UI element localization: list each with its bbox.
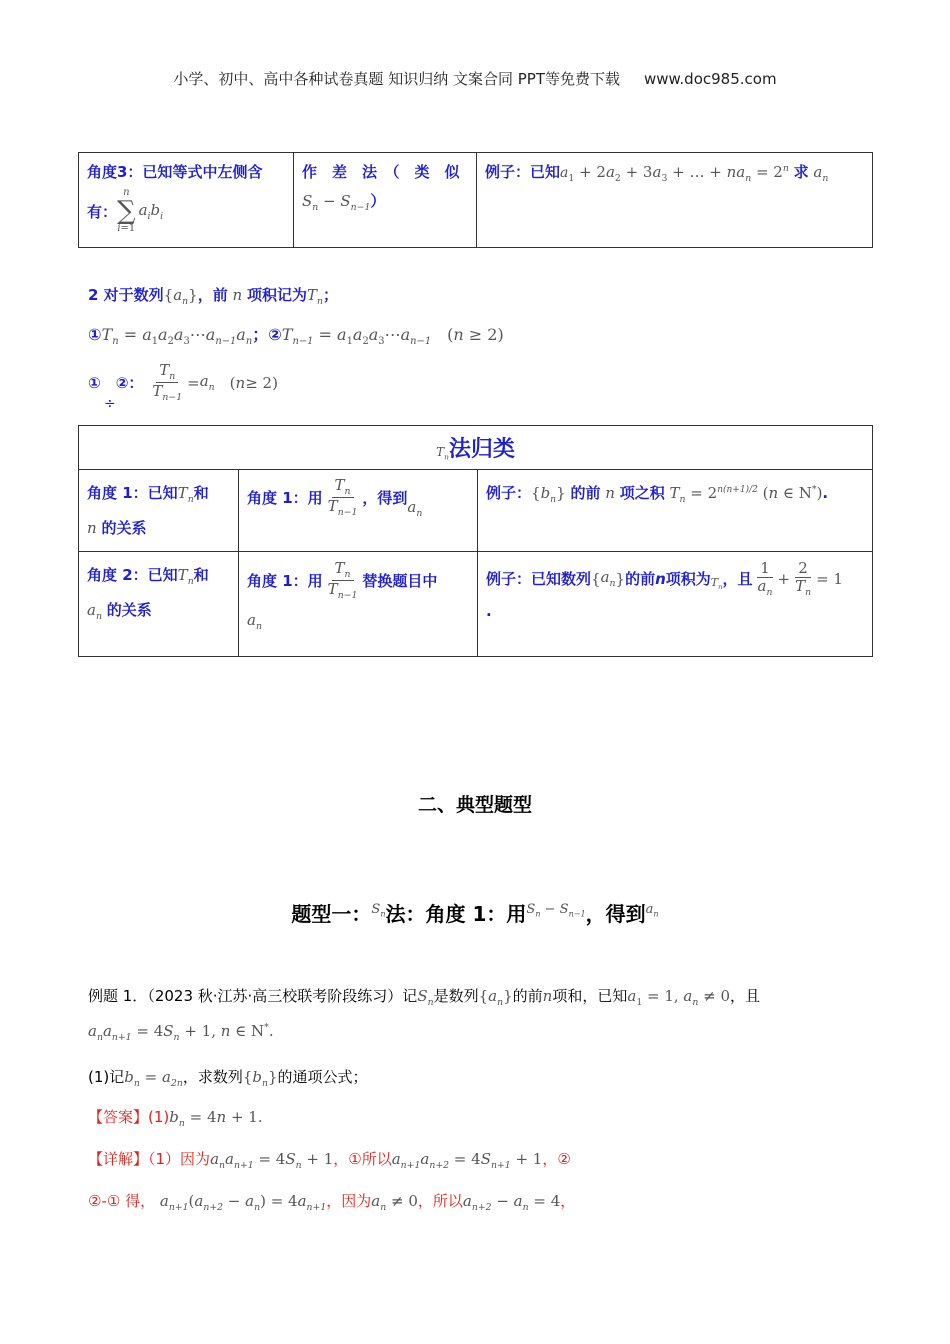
detail-b: ，①所以 bbox=[333, 1150, 392, 1168]
table1-c1-line2: 有： bbox=[87, 202, 118, 221]
detail-label: 【详解】 bbox=[88, 1150, 149, 1168]
type1-heading: 题型一：$^{S_n}$法：角度 1：用$^{S_n - S_{n-1}}$，得到$^{a_n}$ bbox=[291, 902, 659, 926]
example-1-stem-2: $a_na_{n+1} = 4S_n + 1$, n ∈ N*. bbox=[88, 1022, 274, 1043]
table1-c2-line1: 作 差 法 （ 类 似 bbox=[302, 163, 460, 181]
detail-line-2: ②-① 得， $a_{n+1}(a_{n+2} - a_n) = 4a_{n+1}$，因为$a_n \ne 0$，所以$a_{n+2} - a_n = 4$， bbox=[88, 1192, 576, 1213]
table-tn-method bbox=[78, 425, 873, 657]
example-label: 例题 1． bbox=[88, 987, 148, 1005]
detail-f: ，所以 bbox=[417, 1192, 463, 1210]
ex-t4: 项和，已知 bbox=[552, 987, 628, 1005]
answer-a: (1) bbox=[148, 1108, 170, 1126]
intro-l1b: ，前 bbox=[197, 286, 228, 304]
t2-r2c1c: 的关系 bbox=[106, 601, 152, 619]
type1-c: ，得到 bbox=[585, 902, 646, 926]
t2-r2c3d: ，且 bbox=[722, 570, 753, 589]
t2-r2c1b: 和 bbox=[193, 566, 209, 584]
table1-cell-1 bbox=[79, 153, 294, 248]
q1c: 的通项公式； bbox=[277, 1068, 368, 1086]
header-url[interactable]: www.doc985.com bbox=[643, 70, 777, 88]
table2-title: 法归类 bbox=[448, 437, 515, 462]
table2-r1c1: 角度 1：已知$T_n$和 n 的关系 bbox=[79, 470, 239, 552]
ex-t5: ，且 bbox=[730, 987, 761, 1005]
t2-r1c1b: 和 bbox=[193, 484, 209, 502]
table1-cell-3: 例子：已知$a_1 + 2a_2 + 3a_3$ + … + $na_n = 2^n$ 求 $a_n$ bbox=[477, 153, 873, 248]
section-title: 二、典型题型 bbox=[417, 794, 532, 816]
table1-c3-suffix: 求 bbox=[793, 163, 809, 181]
table2-title-cell: $T_n$法归类 bbox=[79, 426, 873, 470]
type1-a: 题型一： bbox=[291, 902, 372, 926]
example-1-stem: 例题 1．（2023 秋·江苏·高三校联考阶段练习）记$S_n$是数列$\{a_n\}$的前n项和，已知$a_1 = 1$, $a_n \ne 0$，且 bbox=[88, 987, 761, 1008]
ex-t3: 的前 bbox=[512, 987, 543, 1005]
t2-r2c3b: 的前 bbox=[625, 570, 656, 589]
answer-label: 【答案】 bbox=[88, 1108, 149, 1126]
table-angle3 bbox=[78, 152, 873, 248]
detail-a: （1）因为 bbox=[148, 1150, 211, 1168]
t2-r2c1a: 角度 2：已知 bbox=[87, 566, 178, 584]
intro-l3-label: ① ②： bbox=[88, 374, 144, 393]
intro-l2-circle: ① bbox=[88, 325, 102, 344]
table1-cell-2: 作 差 法 （ 类 似 $S_n - S_{n-1}$） bbox=[294, 153, 477, 248]
t2-r1c2b: ，得到 bbox=[362, 489, 408, 507]
table1-c2-close: ） bbox=[370, 192, 386, 210]
q1a: (1)记 bbox=[88, 1068, 125, 1086]
t2-r2c3a: 例子：已知数列 bbox=[486, 570, 592, 589]
t2-r1c1a: 角度 1：已知 bbox=[87, 484, 178, 502]
intro-l2-mid: ；② bbox=[252, 325, 282, 344]
detail-d: ②-① 得， bbox=[88, 1192, 156, 1210]
intro-line-2: $①T_n$ = $a_1a_2a_3\cdots a_{n-1}a_n$；$②T_{n-1}$ = $a_1a_2a_3\cdots a_{n-1}$ (n ≥ 2) bbox=[88, 325, 504, 348]
table2-r2c2: 角度 1：用 $\frac{T_n}{T_{n-1}}$ 替换题目中 $a_n$ bbox=[239, 552, 478, 657]
sum-formula: n ∑ i=1 $a_ib_i$ bbox=[117, 187, 164, 234]
t2-r1c3d: . bbox=[822, 484, 829, 502]
intro-l1a: 2 对于数列 bbox=[88, 286, 164, 304]
t2-r2c2b: 替换题目中 bbox=[362, 572, 438, 591]
detail-line-1: 【详解】（1）因为$a_na_{n+1} = 4S_n + 1$，①所以$a_{n+1}a_{n+2} = 4S_{n+1} + 1$，② bbox=[88, 1150, 571, 1171]
table2-r2c1: 角度 2：已知$T_n$和 $a_n$ 的关系 bbox=[79, 552, 239, 657]
type1-b: 法：角度 1：用 bbox=[385, 902, 527, 926]
t2-r2c2a: 角度 1：用 bbox=[247, 572, 323, 591]
t2-r1c1c: 的关系 bbox=[101, 519, 147, 537]
t2-r2c3e: . bbox=[486, 601, 492, 620]
question-1: (1)记$b_n = a_{2n}$，求数列$\{b_n\}$的通项公式； bbox=[88, 1068, 368, 1089]
q1b: ，求数列 bbox=[182, 1068, 243, 1086]
t2-r1c3a: 例子： bbox=[486, 484, 532, 502]
detail-g: ， bbox=[560, 1192, 576, 1210]
answer-line: 【答案】$(1)b_n = 4n + 1$. bbox=[88, 1108, 263, 1129]
ex-t2: 是数列 bbox=[433, 987, 479, 1005]
table1-c3-prefix: 例子：已知 bbox=[485, 163, 561, 181]
t2-r2c3c: 项积为 bbox=[665, 570, 711, 589]
detail-e: ，因为 bbox=[326, 1192, 372, 1210]
divide-sign: ÷ bbox=[104, 396, 116, 412]
table2-r2c3: 例子：已知数列 { $a_n$ } 的前 n 项积为 $T_n$ ，且 $\frac{1}{a_n}$ + $\frac{2}{T_n}$ = 1 . bbox=[478, 552, 873, 657]
intro-line-3: ① ②： $\frac{T_n}{T_{n-1}}$ = $a_n$ ( n ≥ 2) bbox=[88, 361, 278, 404]
ex-t1: 记 bbox=[402, 987, 418, 1005]
header-text: 小学、初中、高中各种试卷真题 知识归纳 文案合同 PPT等免费下载 bbox=[173, 70, 620, 88]
t2-r1c2a: 角度 1：用 bbox=[247, 489, 323, 507]
detail-c: ，② bbox=[542, 1150, 571, 1168]
intro-line-1: 2 对于数列$\{a_n\}$，前 n 项积记为$T_n$； bbox=[88, 286, 338, 307]
table1-c1-line1: 角度3：已知等式中左侧含 bbox=[87, 163, 263, 181]
t2-r1c3c: 项之积 bbox=[619, 484, 665, 502]
page-header bbox=[0, 68, 950, 89]
example-source: （2023 秋·江苏·高三校联考阶段练习） bbox=[147, 987, 403, 1005]
table2-r1c3: 例子：$\{b_n\}$ 的前 n 项之积 $T_n = 2^{n(n+1)/2}$ (n ∈ N*). bbox=[478, 470, 873, 552]
intro-l1d: ； bbox=[322, 286, 338, 304]
table2-r1c2: 角度 1：用 $\frac{T_n}{T_{n-1}}$ ，得到 $a_n$ bbox=[239, 470, 478, 552]
t2-r1c3b: 的前 bbox=[570, 484, 601, 502]
intro-l1c: 项积记为 bbox=[246, 286, 307, 304]
